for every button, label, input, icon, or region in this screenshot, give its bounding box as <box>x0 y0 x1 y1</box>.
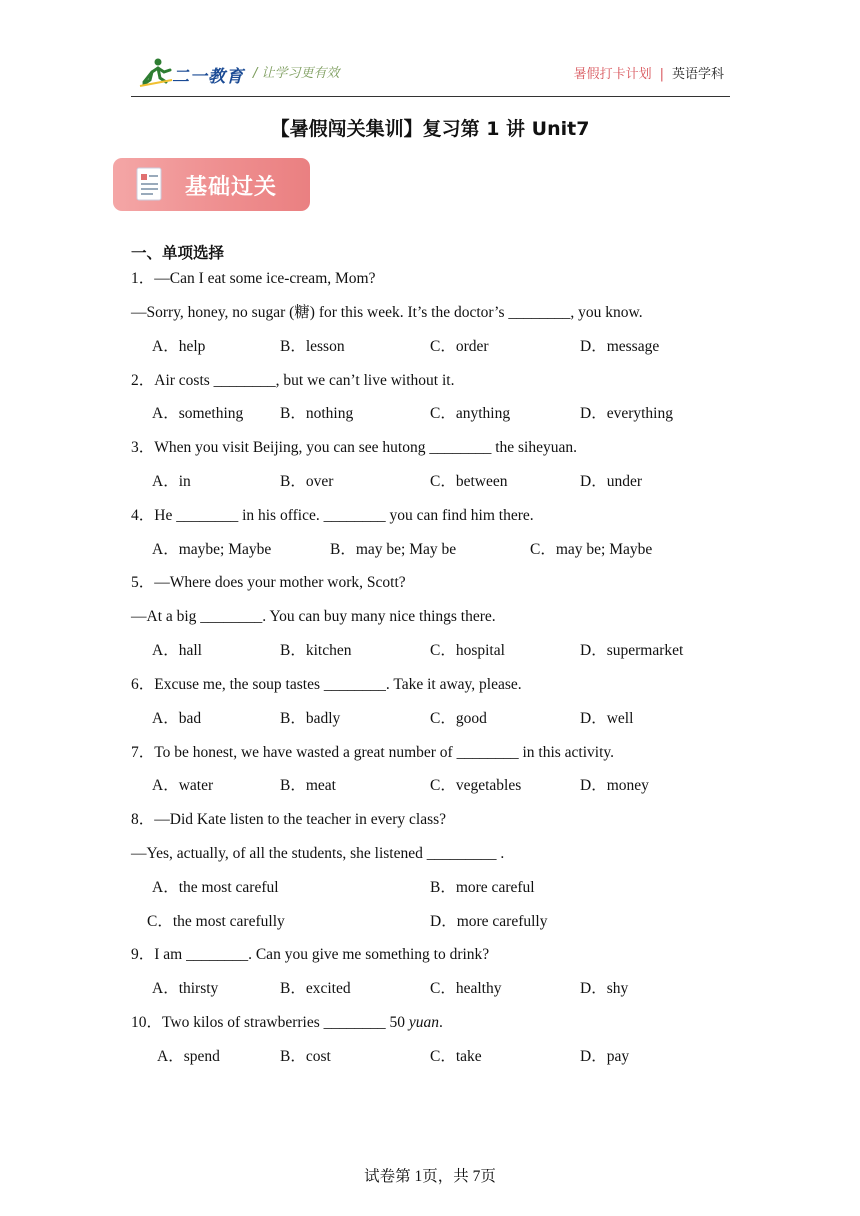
q10-stem-italic: yuan <box>408 1014 440 1031</box>
q10-option-b[interactable]: B．cost <box>280 1048 331 1065</box>
slogan: / 让学习更有效 <box>253 66 340 81</box>
q10-stem-end: . <box>439 1014 443 1031</box>
q10-option-c[interactable]: C．take <box>430 1048 482 1065</box>
question-1-stem-2: —Sorry, honey, no sugar (糖) for this week. It’s the doctor’s ________, you know. <box>131 304 643 321</box>
q4-option-b[interactable]: B．may be; May be <box>330 541 457 558</box>
section-title: 一、单项选择 <box>131 244 225 262</box>
question-2-stem: 2．Air costs ________, but we can’t live without it. <box>131 372 455 389</box>
q3-option-b[interactable]: B．over <box>280 473 334 490</box>
question-4-stem: 4．He ________ in his office. ________ you can find him there. <box>131 507 534 524</box>
q3-option-d[interactable]: D．under <box>580 473 642 490</box>
q10-stem-text: 10．Two kilos of strawberries ________ 50 <box>131 1014 409 1031</box>
subject-label: 英语学科 <box>671 67 724 82</box>
logo-text: 二一教育 <box>172 67 244 87</box>
q1-option-a[interactable]: A．help <box>152 338 206 355</box>
q9-option-d[interactable]: D．shy <box>580 980 629 997</box>
q6-option-d[interactable]: D．well <box>580 710 634 727</box>
banner-text: 基础过关 <box>185 175 278 200</box>
q5-option-a[interactable]: A．hall <box>152 642 202 659</box>
q8-option-c[interactable]: C．the most carefully <box>147 913 285 930</box>
question-8-stem-2: —Yes, actually, of all the students, she listened _________ . <box>131 845 505 862</box>
q7-option-b[interactable]: B．meat <box>280 777 336 794</box>
q3-option-a[interactable]: A．in <box>152 473 191 490</box>
header-divider <box>131 96 730 97</box>
question-3-stem: 3．When you visit Beijing, you can see hutong ________ the siheyuan. <box>131 439 577 456</box>
question-1-stem: 1．—Can I eat some ice-cream, Mom? <box>131 270 376 287</box>
header-right <box>574 63 724 82</box>
question-10-stem <box>131 1014 443 1032</box>
q5-option-d[interactable]: D．supermarket <box>580 642 684 659</box>
logo <box>136 56 246 88</box>
q1-option-c[interactable]: C．order <box>430 338 489 355</box>
q1-option-d[interactable]: D．message <box>580 338 660 355</box>
question-5-stem: 5．—Where does your mother work, Scott? <box>131 574 406 591</box>
q6-option-c[interactable]: C．good <box>430 710 487 727</box>
question-5-stem-2: —At a big ________. You can buy many nice things there. <box>131 608 496 625</box>
q4-option-a[interactable]: A．maybe; Maybe <box>152 541 272 558</box>
question-6-stem: 6．Excuse me, the soup tastes ________. Take it away, please. <box>131 676 522 693</box>
q6-option-a[interactable]: A．bad <box>152 710 202 727</box>
q4-option-c[interactable]: C．may be; Maybe <box>530 541 653 558</box>
q3-option-c[interactable]: C．between <box>430 473 508 490</box>
q1-option-b[interactable]: B．lesson <box>280 338 345 355</box>
q7-option-a[interactable]: A．water <box>152 777 214 794</box>
plan-label: 暑假打卡计划 <box>573 67 652 82</box>
q2-option-a[interactable]: A．something <box>152 405 244 422</box>
q6-option-b[interactable]: B．badly <box>280 710 341 727</box>
q2-option-b[interactable]: B．nothing <box>280 405 354 422</box>
q9-option-c[interactable]: C．healthy <box>430 980 502 997</box>
q8-option-b[interactable]: B．more careful <box>430 879 535 896</box>
question-8-stem: 8．—Did Kate listen to the teacher in every class? <box>131 811 447 828</box>
document-icon <box>133 166 167 204</box>
q10-option-d[interactable]: D．pay <box>580 1048 630 1065</box>
page-footer: 试卷第 1页，共 7页 <box>364 1168 496 1185</box>
q8-option-d[interactable]: D．more carefully <box>430 913 548 930</box>
question-7-stem: 7．To be honest, we have wasted a great number of ________ in this activity. <box>131 744 615 761</box>
page-title: 【暑假闯关集训】复习第 1 讲 Unit7 <box>270 118 590 140</box>
q5-option-c[interactable]: C．hospital <box>430 642 505 659</box>
page-header <box>131 52 730 96</box>
question-9-stem: 9．I am ________. Can you give me something to drink? <box>131 946 490 963</box>
section-banner <box>113 158 310 211</box>
header-separator: | <box>659 67 664 82</box>
q8-option-a[interactable]: A．the most careful <box>152 879 279 896</box>
q2-option-d[interactable]: D．everything <box>580 405 673 422</box>
q10-option-a[interactable]: A．spend <box>157 1048 220 1065</box>
q5-option-b[interactable]: B．kitchen <box>280 642 352 659</box>
q9-option-a[interactable]: A．thirsty <box>152 980 219 997</box>
q9-option-b[interactable]: B．excited <box>280 980 351 997</box>
q7-option-c[interactable]: C．vegetables <box>430 777 522 794</box>
q7-option-d[interactable]: D．money <box>580 777 649 794</box>
q2-option-c[interactable]: C．anything <box>430 405 511 422</box>
